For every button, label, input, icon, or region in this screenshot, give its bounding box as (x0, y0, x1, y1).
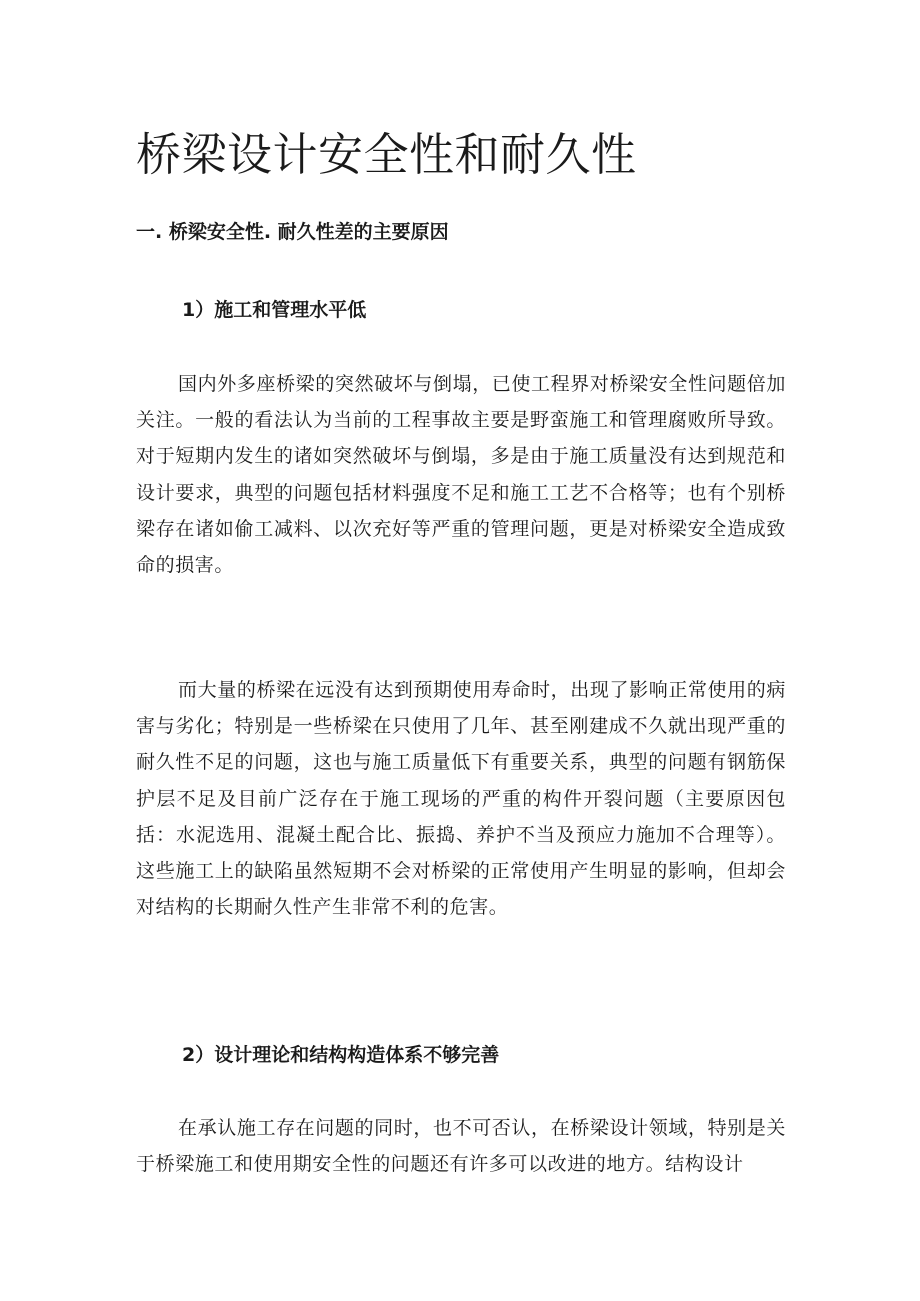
subsection-heading-1: 1）施工和管理水平低 (182, 299, 367, 321)
paragraph: 而大量的桥梁在远没有达到预期使用寿命时，出现了影响正常使用的病害与劣化；特别是一些桥梁在只使用了几年、甚至刚建成不久就出现严重的耐久性不足的问题，这也与施工质量低下有重要关系，典型的问题有钢筋保护层不足及目前广泛存在于施工现场的严重的构件开裂问题（主要原因包括：水泥选用、混凝土配合比、振捣、养护不当及预应力施加不合理等）。这些施工上的缺陷虽然短期不会对桥梁的正常使用产生明显的影响，但却会对结构的长期耐久性产生非常不利的危害。 (136, 679, 786, 919)
document-title: 桥梁设计安全性和耐久性 (136, 128, 637, 181)
paragraph: 国内外多座桥梁的突然破坏与倒塌，已使工程界对桥梁安全性问题倍加关注。一般的看法认为当前的工程事故主要是野蛮施工和管理腐败所导致。对于短期内发生的诸如突然破坏与倒塌，多是由于施工质量没有达到规范和设计要求，典型的问题包括材料强度不足和施工工艺不合格等；也有个别桥梁存在诸如偷工减料、以次充好等严重的管理问题，更是对桥梁安全造成致命的损害。 (136, 373, 786, 577)
subsection-heading-2: 2）设计理论和结构构造体系不够完善 (182, 1044, 500, 1066)
paragraph: 在承认施工存在问题的同时，也不可否认，在桥梁设计领域，特别是关于桥梁施工和使用期安全性的问题还有许多可以改进的地方。结构设计 (136, 1117, 786, 1176)
section-heading: 一. 桥梁安全性. 耐久性差的主要原因 (136, 221, 449, 243)
